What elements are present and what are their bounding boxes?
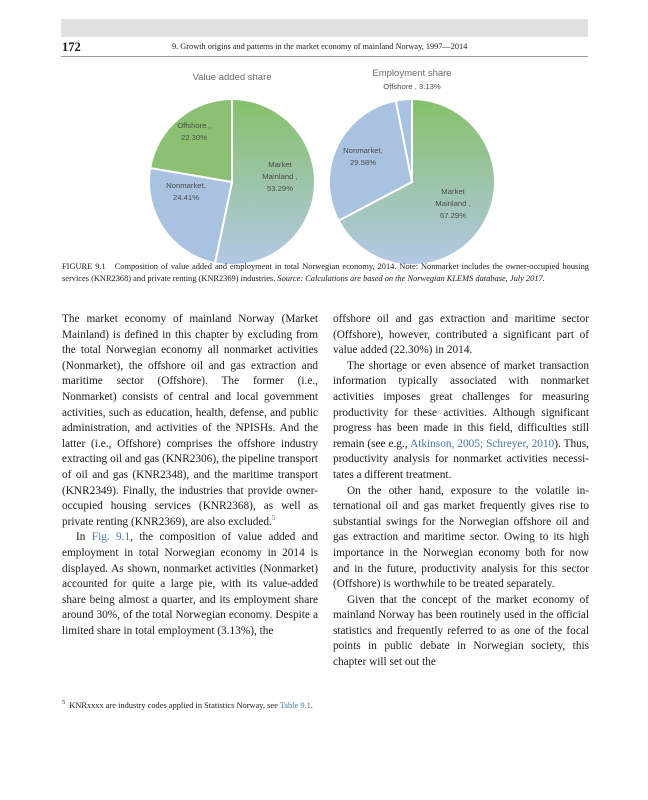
paragraph-text: The market economy of mainland Norway (Market Mainland) is defined in this chapter by excluding from the total Norwegian economy all nonmarket activities (Nonmarket), the offshore oil and gas extraction and maritime sector (Offshore). The former (i.e., Nonmarket) consists of central and local government activities, such as education, health, defense, and public administration, and activities of the NPISHs. And the latter (i.e., Offshore) comprises the offshore industry extracting oil and gas (KNR2306), the pipeline transport of oil and gas (KNR2348), and the maritime transport (KNR2349). Finally, the industries that provide owner-occupied housing services (KNR2368), as well as private renting (KNR2369), are also excluded. <box>62 313 318 528</box>
footnote-text: KNRxxxx are industry codes applied in Statistics Norway, see <box>69 701 280 710</box>
body-column-right <box>333 312 589 671</box>
value-added-pie <box>149 72 315 264</box>
footnote-text: . <box>310 701 313 710</box>
figure-reference-link[interactable]: Fig. 9.1 <box>91 531 131 544</box>
figure-caption <box>62 261 589 286</box>
footnote-number: 5 <box>62 699 66 707</box>
table-reference-link[interactable]: Table 9.1 <box>279 701 311 710</box>
caption-text: Composition of value added and employment in total Norwegian economy, 2014. Note: Nonmarket includes the owner-occupied housing services (KNR2368) and private renting (KNR2369) industries. <box>62 262 589 284</box>
paragraph-text: , the composition of value added and employment in total Norwegian economy in 2014 is displayed. As shown, nonmarket activities (Nonmarket) accounted for quite a large pie, with its value-added share being almost a quarter, and its employment share around 30%, of the total Norwegian economy. Despite a limited share in total employment (3.13%), the <box>62 531 318 637</box>
chart-title: Employment share <box>372 68 452 79</box>
paragraph: On the other hand, exposure to the volatile international oil and gas market frequently gives rise to substantial swings for the Norwegian offshore oil and gas extraction and maritime sector. Owing to its high importance in the Norwegian economy both for now and in the future, productivity analysis for this sector (Offshore) is worthwhile to be treated separately. <box>333 484 589 591</box>
slice-label: Nonmarket, 29.58% <box>343 146 383 167</box>
slice-label: Offshore , 22.30% <box>177 121 211 142</box>
caption-source: Source: Calculations are based on the Norwegian KLEMS database, July 2017. <box>277 274 545 284</box>
header-band <box>61 19 588 37</box>
slice-label: Offshore , 3.13% <box>383 82 441 91</box>
paragraph-text: ). Thus, productivity analysis for nonmarket activities necessitates a different treatment. <box>333 437 589 481</box>
slice-label: Market Mainland , 53.29% <box>262 160 298 193</box>
employment-pie <box>329 68 495 264</box>
citation-link[interactable]: Atkinson, 2005; Schreyer, 2010 <box>410 437 555 450</box>
figure-label: FIGURE 9.1 <box>62 262 106 271</box>
page-number: 172 <box>62 40 81 54</box>
paragraph <box>62 312 318 530</box>
figure-9-1 <box>140 64 512 264</box>
footnote <box>62 700 589 712</box>
body-column-left <box>62 312 318 639</box>
pie-charts <box>140 64 512 264</box>
paragraph <box>62 530 318 639</box>
paragraph: Given that the concept of the market economy of mainland Norway has been routinely used in the official statistics and frequently referred to as one of the focal points in public debate in Norwegian society, this chapter will set out the <box>333 593 589 669</box>
running-head: 9. Growth origins and patterns in the market economy of mainland Norway, 1997—2014 <box>172 42 468 51</box>
chart-title: Value added share <box>192 72 272 83</box>
slice-label: Market Mainland , 67.29% <box>435 187 471 220</box>
paragraph-text: The shortage or even absence of market transaction information typically associated with nonmarket activities imposes great challenges for measuring productivity for these activities. Although significant progress has been made in this field, difficulties still remain (see e.g., <box>333 359 589 450</box>
footnote-marker[interactable]: 5 <box>271 513 276 522</box>
paragraph: offshore oil and gas extraction and maritime sector (Offshore), however, contributed a significant part of value added (22.30%) in 2014. <box>333 313 589 357</box>
header-rule <box>61 56 588 57</box>
slice-label: Nonmarket, 24.41% <box>166 181 206 202</box>
paragraph-text: In <box>76 531 92 544</box>
paragraph <box>333 359 589 484</box>
